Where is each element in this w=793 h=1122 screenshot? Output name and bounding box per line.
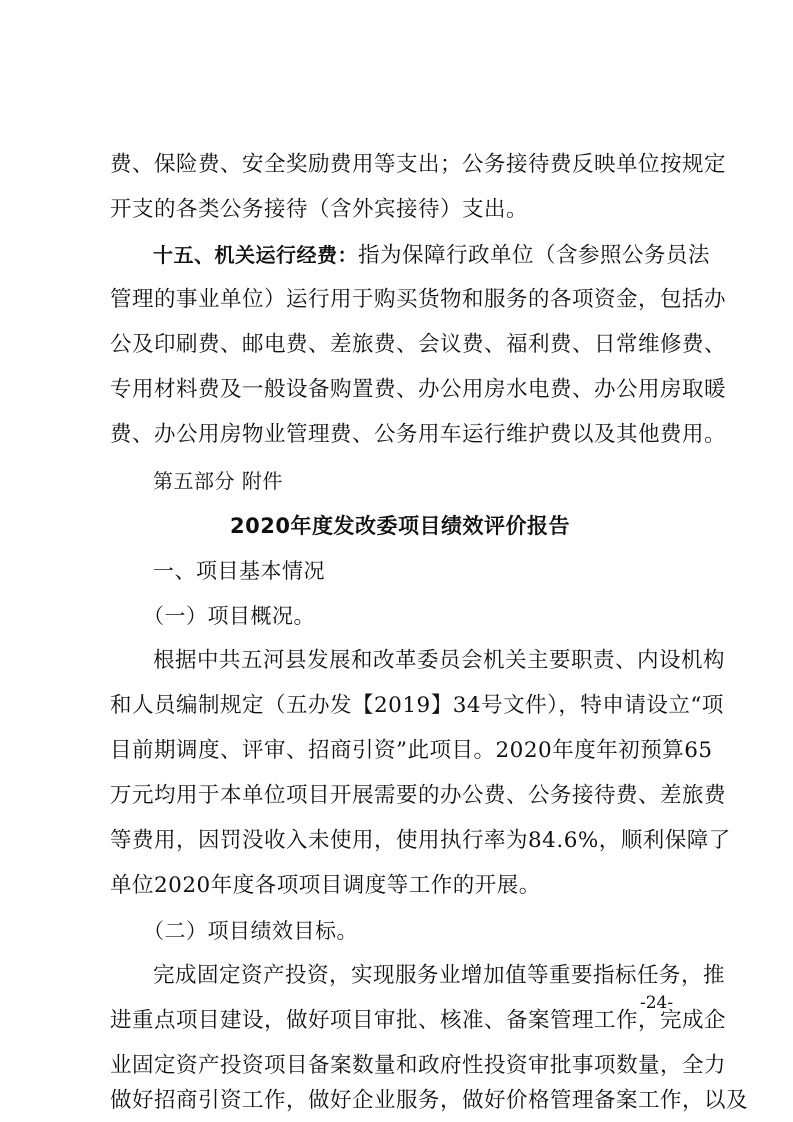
report-title: 2020年度发改委项目绩效评价报告 bbox=[230, 514, 570, 538]
subsection-heading: （一）项目概况。 bbox=[143, 604, 315, 628]
paragraph-line: 开支的各类公务接待（含外宾接待）支出。 bbox=[110, 197, 529, 222]
paragraph-line: 费、保险费、安全奖励费用等支出；公务接待费反映单位按规定 bbox=[110, 152, 727, 177]
paragraph-line: 万元均用于本单位项目开展需要的办公费、公务接待费、差旅费 bbox=[110, 783, 727, 808]
part-heading: 第五部分 附件 bbox=[153, 469, 283, 493]
paragraph-line: 单位2020年度各项项目调度等工作的开展。 bbox=[110, 873, 541, 898]
paragraph-text: 指为保障行政单位（含参照公务员法 bbox=[358, 243, 711, 268]
page-number: -24- bbox=[640, 993, 674, 1013]
paragraph-line: 公及印刷费、邮电费、差旅费、会议费、福利费、日常维修费、 bbox=[110, 332, 727, 357]
paragraph-line: 做好招商引资工作，做好企业服务，做好价格管理备案工作，以及 bbox=[110, 1088, 749, 1113]
paragraph-line: 管理的事业单位）运行用于购买货物和服务的各项资金，包括办 bbox=[110, 287, 727, 312]
paragraph-line bbox=[153, 240, 711, 271]
paragraph-line: 费、办公用房物业管理费、公务用车运行维护费以及其他费用。 bbox=[110, 422, 727, 447]
paragraph-line: 进重点项目建设，做好项目审批、核准、备案管理工作，完成企 bbox=[110, 1008, 727, 1033]
section-label: 十五、机关运行经费： bbox=[153, 243, 358, 267]
paragraph-line: 目前期调度、评审、招商引资”此项目。2020年度年初预算65 bbox=[110, 738, 713, 763]
section-heading: 一、项目基本情况 bbox=[153, 559, 325, 583]
paragraph-line: 完成固定资产投资，实现服务业增加值等重要指标任务，推 bbox=[153, 963, 726, 988]
paragraph-line: 等费用，因罚没收入未使用，使用执行率为84.6%，顺利保障了 bbox=[110, 828, 731, 853]
paragraph-line: 业固定资产投资项目备案数量和政府性投资审批事项数量，全力 bbox=[110, 1053, 727, 1078]
paragraph-line: 根据中共五河县发展和改革委员会机关主要职责、内设机构 bbox=[153, 648, 726, 673]
paragraph-line: 专用材料费及一般设备购置费、办公用房水电费、办公用房取暖 bbox=[110, 377, 727, 402]
subsection-heading: （二）项目绩效目标。 bbox=[143, 919, 358, 943]
paragraph-line: 和人员编制规定（五办发【2019】34号文件），特申请设立“项 bbox=[110, 693, 724, 718]
